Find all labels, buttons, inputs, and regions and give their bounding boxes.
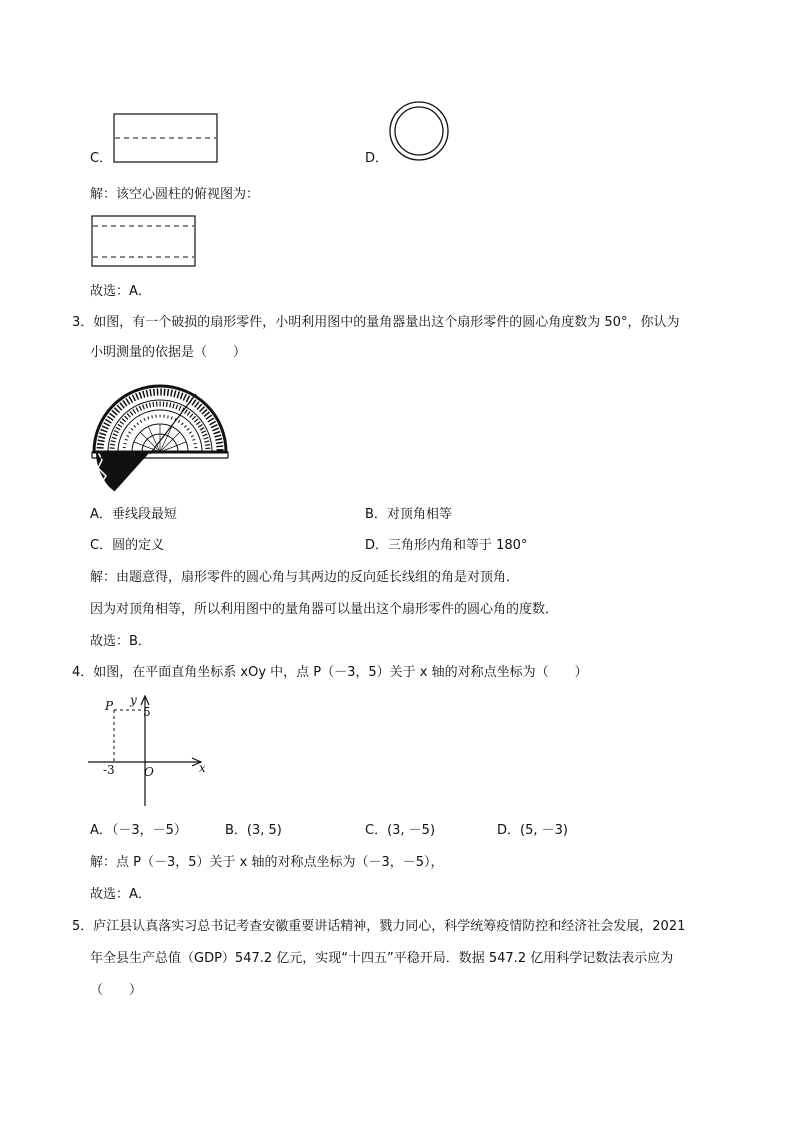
q3-stem-line1: 3．如图，有一个破损的扇形零件，小明利用图中的量角器量出这个扇形零件的圆心角度数为 50°，你认为	[72, 315, 680, 330]
q4-option-c: C．(3, －5)	[365, 823, 436, 838]
option-c-figure	[112, 112, 220, 164]
q3-option-d: D．三角形内角和等于 180°	[365, 538, 528, 553]
q4-option-b: B．(3, 5)	[225, 823, 282, 838]
q4-stem: 4．如图，在平面直角坐标系 xOy 中，点 P（－3，5）关于 x 轴的对称点坐标为（ ）	[72, 665, 588, 680]
q2-answer: 故选：A．	[90, 284, 151, 299]
top-view-figure	[90, 214, 198, 270]
q4-option-d: D．(5, －3)	[497, 823, 568, 838]
q3-solution-line2: 因为对顶角相等，所以利用图中的量角器可以量出这个扇形零件的圆心角的度数．	[90, 602, 559, 617]
q5-stem-line1: 5．庐江县认真落实习总书记考查安徽重要讲话精神，戮力同心，科学统筹疫情防控和经济社会发展，2021	[72, 919, 686, 934]
q3-answer: 故选：B．	[90, 634, 151, 649]
option-d-figure	[388, 100, 452, 164]
q5-stem-line3: （ ）	[90, 983, 143, 998]
protractor-figure	[88, 374, 234, 494]
q4-option-a: A．（－3，－5）	[90, 823, 187, 838]
q3-option-c: C．圆的定义	[90, 538, 165, 553]
q4-answer: 故选：A．	[90, 887, 151, 902]
y-axis-label: y	[130, 693, 137, 707]
option-c-label: C．	[90, 151, 113, 166]
origin-label: O	[144, 765, 154, 779]
q3-option-b: B．对顶角相等	[365, 507, 452, 522]
coordinate-graph	[86, 690, 212, 810]
tick-neg3-label: -3	[103, 763, 115, 777]
q4-solution: 解：点 P（－3，5）关于 x 轴的对称点坐标为（－3，－5），	[90, 855, 444, 870]
q5-stem-line2: 年全县生产总值（GDP）547.2 亿元，实现“十四五”平稳开局．数据 547.2 亿用科学记数法表示应为	[90, 951, 674, 966]
tick-five-label: 5	[143, 705, 151, 719]
q3-solution-line1: 解：由题意得，扇形零件的圆心角与其两边的反向延长线组的角是对顶角．	[90, 570, 520, 585]
option-d-label: D．	[365, 151, 389, 166]
q2-solution: 解：该空心圆柱的俯视图为：	[90, 187, 260, 202]
x-axis-label: x	[199, 761, 206, 775]
point-p-label: P	[105, 699, 114, 713]
q3-stem-line2: 小明测量的依据是（ ）	[90, 345, 247, 360]
q3-option-a: A．垂线段最短	[90, 507, 177, 522]
